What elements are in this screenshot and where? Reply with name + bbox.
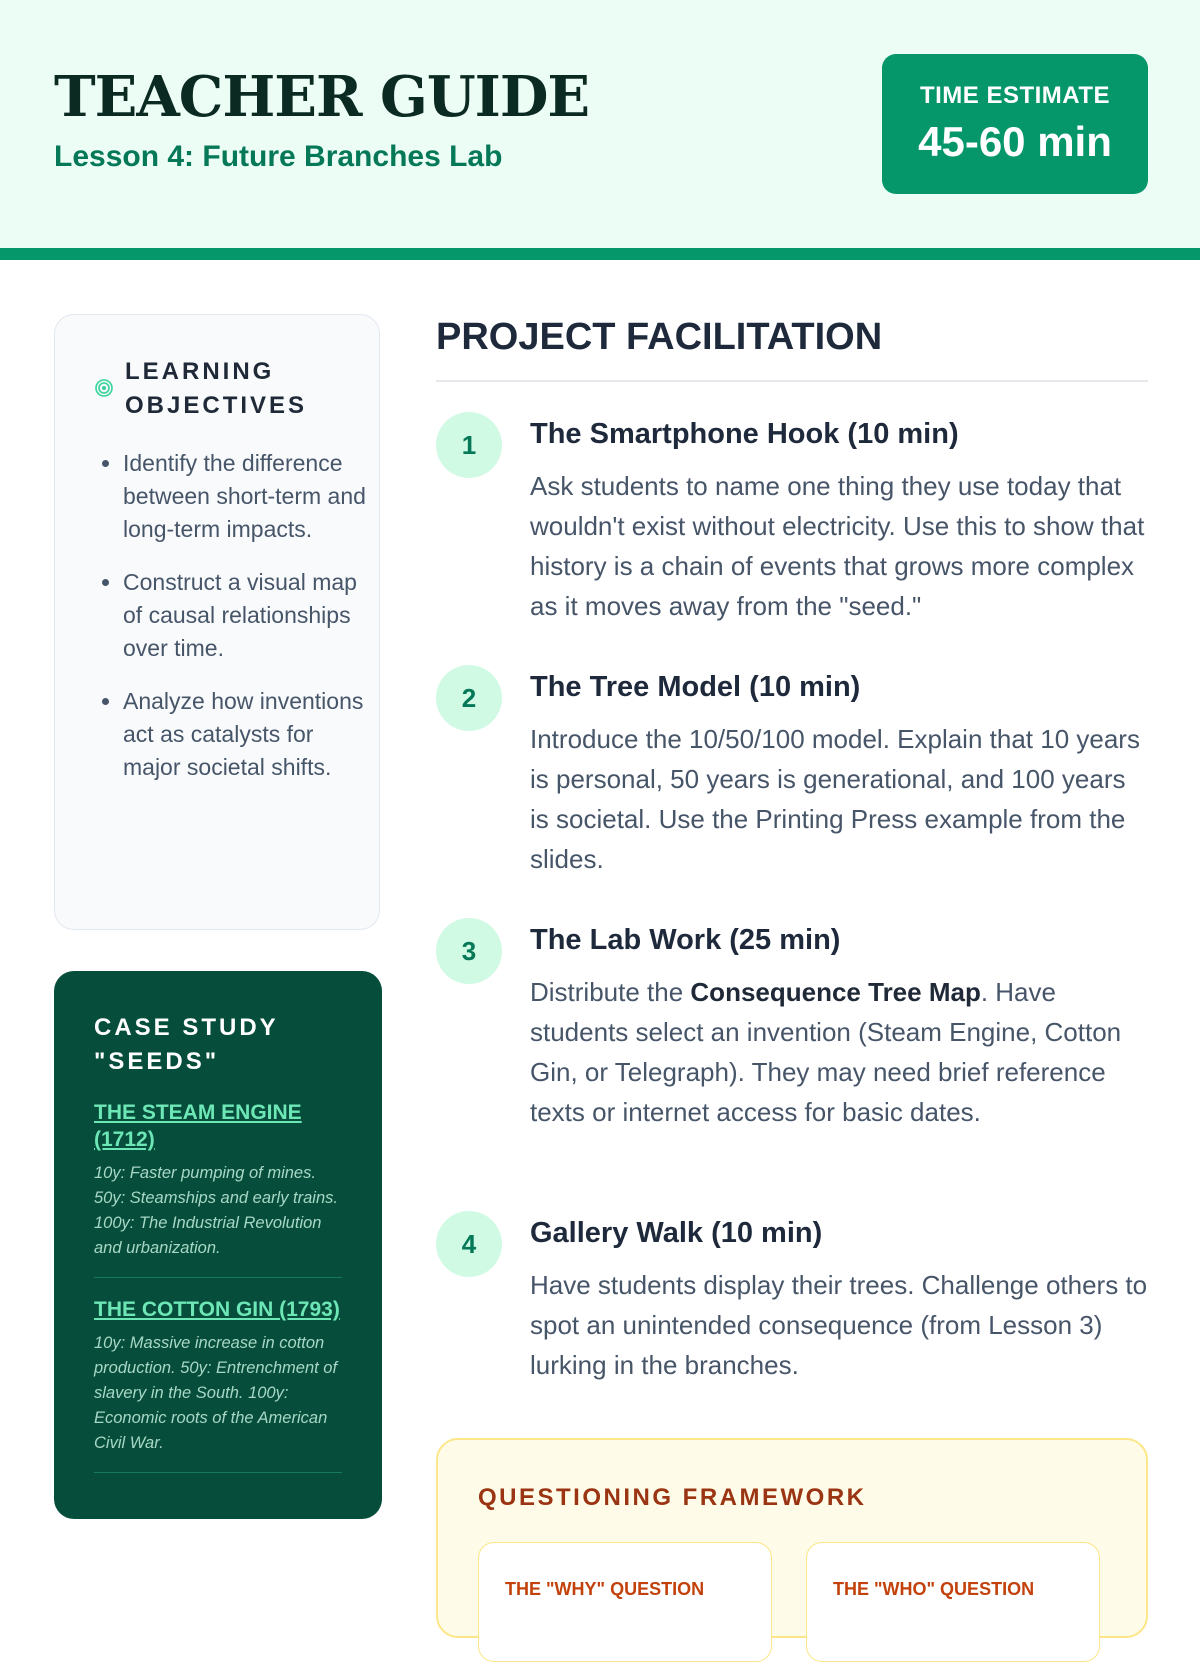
step-title: The Smartphone Hook (10 min)	[530, 418, 959, 450]
who-question-card	[806, 1542, 1100, 1662]
step-title: Gallery Walk (10 min)	[530, 1217, 823, 1249]
objective-item: • Analyze how inventions act as catalysts for major societal shifts.	[123, 685, 373, 784]
step-body: Have students display their trees. Challenge others to spot an unintended consequence (from Lesson 3) lurking in the branches.	[530, 1270, 1148, 1380]
case-study-item	[94, 1099, 342, 1278]
facilitation-title: PROJECT FACILITATION	[436, 316, 883, 358]
step-body-text: . Have students select an invention (Steam Engine, Cotton Gin, or Telegraph). They may need brief reference texts or internet access for basic dates.	[530, 977, 1122, 1127]
step-title: The Lab Work (25 min)	[530, 924, 841, 956]
lesson-subtitle: Lesson 4: Future Branches Lab	[54, 140, 503, 173]
questioning-framework-title: QUESTIONING FRAMEWORK	[478, 1484, 867, 1511]
case-study-text: 10y: Faster pumping of mines. 50y: Steamships and early trains. 100y: The Industrial Revolution and urbanization.	[94, 1164, 338, 1257]
steam-engine-link[interactable]: THE STEAM ENGINE (1712)	[94, 1101, 302, 1151]
learning-objectives-card	[54, 314, 380, 930]
objective-item: • Identify the difference between short-term and long-term impacts.	[123, 447, 373, 546]
case-study-title: CASE STUDY "SEEDS"	[94, 1014, 279, 1075]
cotton-gin-link[interactable]: THE COTTON GIN (1793)	[94, 1298, 340, 1321]
time-estimate-label: TIME ESTIMATE	[919, 82, 1111, 109]
section-divider	[436, 380, 1148, 382]
step-title: The Tree Model (10 min)	[530, 671, 861, 703]
case-study-text: 10y: Massive increase in cotton production. 50y: Entrenchment of slavery in the South. 100y: Economic roots of the American Civil War.	[94, 1334, 338, 1452]
consequence-tree-map-term: Consequence Tree Map	[690, 977, 981, 1007]
case-study-card	[54, 971, 382, 1519]
case-study-item	[94, 1296, 342, 1473]
page-header	[0, 0, 1200, 260]
who-question-label: THE "WHO" QUESTION	[833, 1579, 1035, 1599]
step-number-badge: 3	[436, 918, 502, 984]
target-icon	[95, 379, 113, 397]
page-title: TEACHER GUIDE	[54, 64, 590, 130]
why-question-card	[478, 1542, 772, 1662]
objectives-title: LEARNING OBJECTIVES	[125, 358, 308, 419]
step-number-badge: 4	[436, 1211, 502, 1277]
time-estimate-badge	[882, 54, 1148, 194]
objectives-list	[95, 447, 373, 804]
step-body: Ask students to name one thing they use today that wouldn't exist without electricity. Use this to show that history is a chain of events that grows more complex as it moves away from the "seed."	[530, 471, 1145, 621]
step-body: Introduce the 10/50/100 model. Explain that 10 years is personal, 50 years is generational, and 100 years is societal. Use the Printing Press example from the slides.	[530, 724, 1140, 874]
step-body-text: Distribute the	[530, 977, 691, 1007]
step-body	[530, 972, 1150, 1132]
step-number-badge: 1	[436, 412, 502, 478]
questioning-framework-card	[436, 1438, 1148, 1638]
step-number-badge: 2	[436, 665, 502, 731]
why-question-label: THE "WHY" QUESTION	[505, 1579, 705, 1599]
time-estimate-value: 45-60 min	[918, 118, 1112, 165]
objective-item: • Construct a visual map of causal relationships over time.	[123, 566, 373, 665]
